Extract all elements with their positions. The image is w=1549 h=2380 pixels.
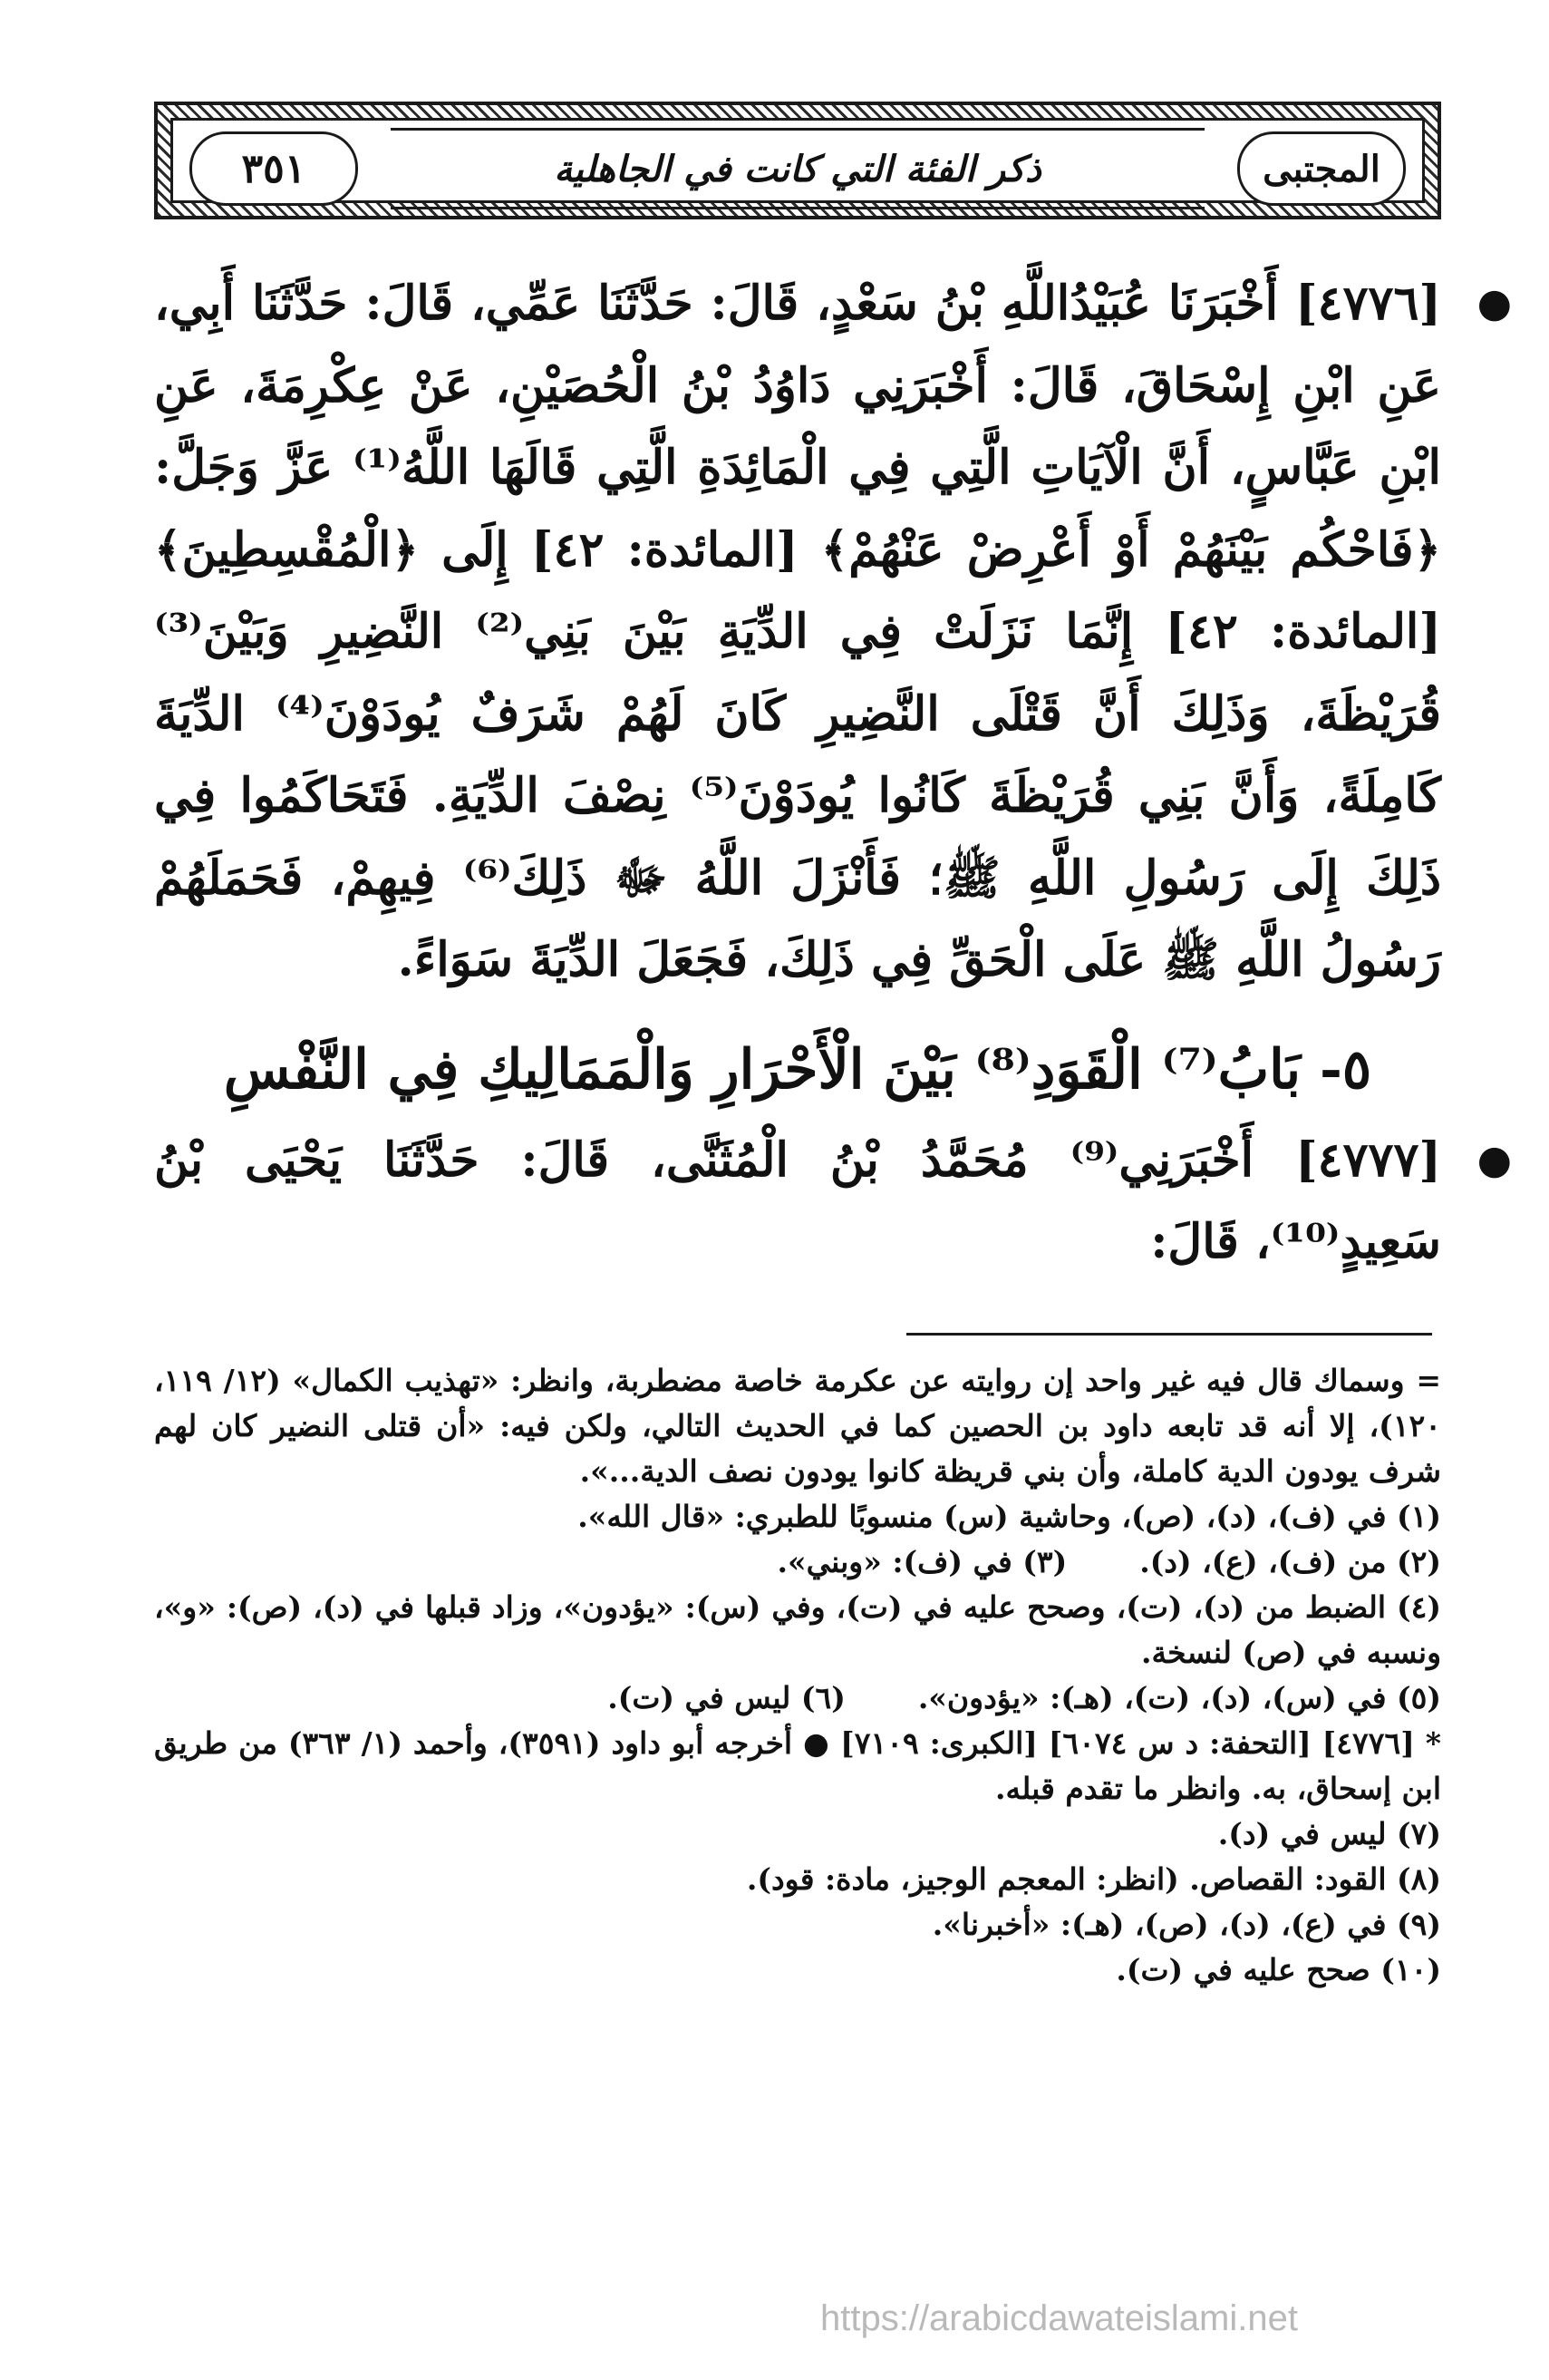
footnotes [154, 1358, 1441, 1993]
footnote-divider [906, 1333, 1432, 1336]
section-heading: ٥- بَابُ⁽⁷⁾ الْقَوَدِ⁽⁸⁾ بَيْنَ الْأَحْرَارِ وَالْمَمَالِيكِ فِي النَّفْسِ [223, 1037, 1372, 1102]
running-title: ذكر الفئة التي كانت في الجاهلية [554, 147, 1041, 190]
footnote-6: (٦) ليس في (ت). [607, 1680, 846, 1715]
hadith-4776-text: [٤٧٧٦] أَخْبَرَنَا عُبَيْدُاللَّهِ بْنُ سَعْدٍ، قَالَ: حَدَّثَنَا عَمِّي، قَالَ: حَدَّثَنَا أَبِي، عَنِ ابْنِ إِسْحَاقَ، قَالَ: أَخْبَرَنِي دَاوُدُ بْنُ الْحُصَيْنِ، عَنْ عِكْرِمَةَ، عَنِ ابْنِ عَبَّاسٍ، أَنَّ الْآيَاتِ الَّتِي فِي الْمَائِدَةِ الَّتِي قَالَهَا اللَّهُ⁽¹⁾ عَزَّ وَجَلَّ: ﴿فَاحْكُم بَيْنَهُمْ أَوْ أَعْرِضْ عَنْهُمْ﴾ [المائدة: ٤٢] إِلَى ﴿الْمُقْسِطِينَ﴾ [المائدة: ٤٢] إِنَّمَا نَزَلَتْ فِي الدِّيَةِ بَيْنَ بَنِي⁽²⁾ النَّضِيرِ وَبَيْنَ⁽³⁾ قُرَيْظَةَ، وَذَلِكَ أَنَّ قَتْلَى النَّضِيرِ كَانَ لَهُمْ شَرَفٌ يُودَوْنَ⁽⁴⁾ الدِّيَةَ كَامِلَةً، وَأَنَّ بَنِي قُرَيْظَةَ كَانُوا يُودَوْنَ⁽⁵⁾ نِصْفَ الدِّيَةِ. فَتَحَاكَمُوا فِي ذَلِكَ إِلَى رَسُولِ اللَّهِ ﷺ؛ فَأَنْزَلَ اللَّهُ ﷻ ذَلِكَ⁽⁶⁾ فِيهِمْ، فَحَمَلَهُمْ رَسُولُ اللَّهِ ﷺ عَلَى الْحَقِّ فِي ذَلِكَ، فَجَعَلَ الدِّيَةَ سَوَاءً. [154, 276, 1442, 987]
footnote-5: (٥) في (س)، (د)، (ت)، (هـ): «يؤدون». [917, 1680, 1441, 1715]
page-number: ٣٥١ [241, 145, 306, 192]
running-title-band [391, 128, 1205, 209]
footnote-row-5-6 [154, 1676, 1441, 1721]
bullet-marker: ● [1476, 1136, 1512, 1183]
footnote-10: (١٠) صحح عليه في (ت). [1116, 1952, 1441, 1987]
main-text [154, 263, 1512, 1284]
takhrij-note: * [٤٧٧٦] [التحفة: د س ٦٠٧٤] [الكبرى: ٧١٠٩] ● أخرجه أبو داود (٣٥٩١)، وأحمد (١/ ٣٦٣) من طريق ابن إسحاق، به. وانظر ما تقدم قبله. [154, 1725, 1441, 1806]
page-number-cartouche [189, 131, 358, 206]
footnote-4: (٤) الضبط من (د)، (ت)، وصحح عليه في (ت)، وفي (س): «يؤدون»، وزاد قبلها في (د)، (ص): «و»، ونسبه في (ص) لنسخة. [154, 1589, 1441, 1670]
hadith-4776 [154, 263, 1512, 1002]
hadith-4777-text: [٤٧٧٧] أَخْبَرَنِي⁽⁹⁾ مُحَمَّدُ بْنُ الْمُثَنَّى، قَالَ: حَدَّثَنَا يَحْيَى بْنُ سَعِيدٍ⁽¹⁰⁾، قَالَ: [154, 1132, 1441, 1269]
hadith-4777 [154, 1120, 1512, 1284]
page-header-frame [154, 102, 1441, 219]
bullet-marker: ● [1476, 280, 1512, 326]
footnote-8: (٨) القود: القصاص. (انظر: المعجم الوجيز، مادة: قود). [746, 1861, 1441, 1897]
header-inner-border [170, 118, 1425, 203]
footnote-2: (٢) من (ف)، (ع)، (د). [1139, 1544, 1441, 1579]
book-logo: المجتبى [1263, 147, 1380, 190]
footnote-9: (٩) في (ع)، (د)، (ص)، (هـ): «أخبرنا». [932, 1907, 1441, 1942]
footnote-continuation: = وسماك قال فيه غير واحد إن روايته عن عكرمة خاصة مضطربة، وانظر: «تهذيب الكمال» (١٢/ ١١٩، ١٢٠)، إلا أنه قد تابعه داود بن الحصين كما في الحديث التالي، ولكن فيه: «أن قتلى النضير كان لهم شرف يودون الدية كاملة، وأن بني قريظة كانوا يودون نصف الدية...». [154, 1363, 1441, 1489]
footnote-3: (٣) في (ف): «وبني». [777, 1544, 1068, 1579]
watermark-url: https://arabicdawateislami.net [820, 2298, 1298, 2338]
footnote-1: (١) في (ف)، (د)، (ص)، وحاشية (س) منسوبًا للطبري: «قال الله». [577, 1499, 1441, 1534]
book-logo-cartouche [1237, 131, 1406, 206]
footnote-7: (٧) ليس في (د). [1217, 1816, 1441, 1851]
footnote-row-2-3 [154, 1540, 1441, 1585]
